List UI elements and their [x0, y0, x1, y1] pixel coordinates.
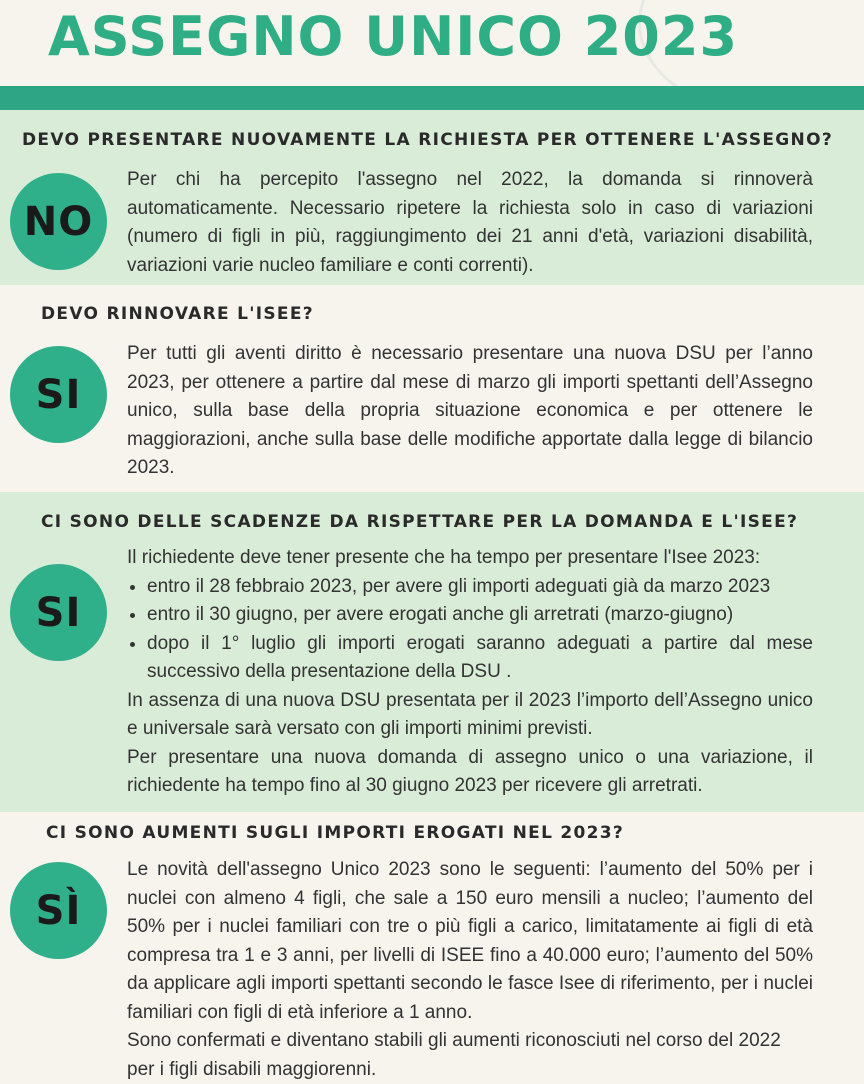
answer-badge: SI: [10, 564, 107, 661]
page-title: ASSEGNO UNICO 2023: [48, 5, 739, 68]
answer-badge: SÌ: [10, 862, 107, 959]
list-item: • entro il 28 febbraio 2023, per avere gli importi adeguati già da marzo 2023: [147, 573, 813, 602]
faq-answer-text: [127, 544, 813, 801]
list-item: • entro il 30 giugno, per avere erogati anche gli arretrati (marzo-giugno): [147, 601, 813, 630]
answer-paragraph: Sono confermati e diventano stabili gli aumenti riconosciuti nel corso del 2022 per i figli disabili maggiorenni.: [127, 1030, 781, 1080]
answer-paragraph: Per tutti gli aventi diritto è necessario presentare una nuova DSU per l’anno 2023, per ottenere a partire dal mese di marzo gli importi spettanti dell’Assegno unico, sulla base della propria situazione economica e per ottenere le maggiorazioni, anche sulla base delle modifiche apportate dalla legge di bilancio 2023.: [127, 343, 813, 478]
faq-section-4: [0, 812, 864, 1080]
answer-badge: SI: [10, 346, 107, 443]
header-band: [0, 86, 864, 110]
faq-question: DEVO RINNOVARE L'ISEE?: [41, 304, 314, 324]
list-item: • dopo il 1° luglio gli importi erogati saranno adeguati a partire dal mese successivo della presentazione della DSU .: [147, 630, 813, 687]
intro-paragraph: Il richiedente deve tener presente che ha tempo per presentare l'Isee 2023:: [127, 547, 761, 568]
faq-section-2: [0, 285, 864, 492]
faq-section-3: [0, 492, 864, 812]
faq-answer-text: [127, 856, 813, 1084]
faq-question: DEVO PRESENTARE NUOVAMENTE LA RICHIESTA PER OTTENERE L'ASSEGNO?: [22, 130, 833, 150]
faq-answer-text: [127, 340, 813, 483]
faq-section-1: [0, 110, 864, 285]
faq-question: CI SONO DELLE SCADENZE DA RISPETTARE PER LA DOMANDA E L'ISEE?: [41, 512, 799, 532]
answer-badge: NO: [10, 173, 107, 270]
deadline-list: [127, 573, 813, 687]
answer-paragraph: Per presentare una nuova domanda di assegno unico o una variazione, il richiedente ha tempo fino al 30 giugno 2023 per ricevere gli arretrati.: [127, 746, 813, 796]
faq-answer-text: [127, 166, 813, 280]
answer-paragraph: In assenza di una nuova DSU presentata per il 2023 l’importo dell’Assegno unico e universale sarà versato con gli importi minimi previsti.: [127, 689, 813, 739]
answer-paragraph: Le novità dell'assegno Unico 2023 sono le seguenti: l’aumento del 50% per i nuclei con almeno 4 figli, che sale a 150 euro mensili a nucleo; l’aumento del 50% per i nuclei familiari con tre o più figli a carico, limitatamente ai figli di età compresa tra 1 e 3 anni, per livelli di ISEE fino a 40.000 euro; l’aumento del 50% da applicare agli importi spettanti secondo le fasce Isee di riferimento, per i nuclei familiari con figli di età inferiore a 1 anno.: [127, 859, 813, 1023]
answer-paragraph: Per chi ha percepito l'assegno nel 2022, la domanda si rinnoverà automaticamente. Necessario ripetere la richiesta solo in caso di variazioni (numero di figli in più, raggiungimento dei 21 anni d'età, variazioni disabilità, variazioni varie nucleo familiare e conti correnti).: [127, 169, 813, 276]
faq-question: CI SONO AUMENTI SUGLI IMPORTI EROGATI NEL 2023?: [46, 823, 625, 843]
